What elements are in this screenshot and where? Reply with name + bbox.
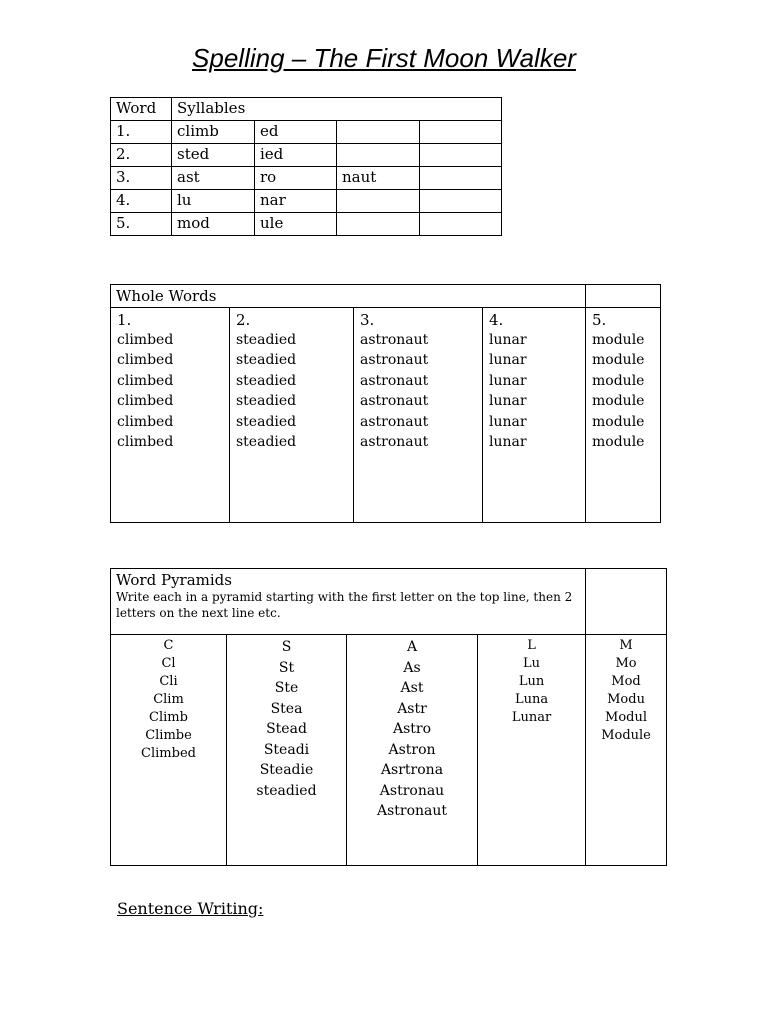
table-cell [337,121,420,144]
pyramid-line: Astronaut [376,803,448,819]
word-entry: lunar [489,332,527,348]
word-entry: module [592,372,645,389]
pyramid-column [111,635,227,866]
table-cell: ule [255,213,337,236]
table-row [111,98,502,121]
column-number: 5. [592,311,607,329]
pyramid-line: Lunar [511,710,552,725]
word-entry: steadied [236,352,297,369]
pyramid-line: Stead [266,721,307,737]
pyramids-instructions: Write each in a pyramid starting with the first letter on the top line, then 2 letters on the next line etc. [116,590,573,620]
word-column [111,308,230,523]
table-cell: naut [337,167,420,190]
pyramid-column [586,635,667,866]
table-cell [420,121,502,144]
table-cell [420,213,502,236]
pyramid-line: Ste [274,680,299,696]
word-entry: steadied [236,413,297,430]
word-entry: climbed [117,372,174,389]
table-cell: ied [255,144,337,167]
pyramid-line: As [403,659,421,676]
table-cell [337,213,420,236]
pyramid-line: Lun [518,674,545,689]
word-entry: module [592,332,645,348]
pyramid-line: Mo [615,656,637,671]
pyramid-line: Luna [514,692,549,707]
column-number: 4. [489,311,504,329]
pyramid-line: Modul [605,710,648,725]
pyramid-line: Climb [149,710,188,725]
table-row [111,190,502,213]
word-entry: module [592,393,645,410]
word-column [483,308,586,523]
word-entry: module [592,434,645,451]
table-cell: climb [172,121,255,144]
whole-words-header: Whole Words [111,285,586,308]
pyramid-line: Modu [607,692,645,707]
word-entry: climbed [117,393,174,410]
pyramids-header-cell [111,569,586,635]
syllables-header: Syllables [172,98,502,121]
table-cell: nar [255,190,337,213]
table-cell: ro [255,167,337,190]
table-cell [420,167,502,190]
table-cell [420,190,502,213]
table-cell: 1. [111,121,172,144]
pyramid-line: Steadi [263,741,310,758]
pyramid-column [347,635,478,866]
pyramid-line: Clim [153,692,184,707]
pyramid-line: Astronau [379,782,445,799]
word-entry: lunar [489,393,527,410]
table-row [111,121,502,144]
pyramid-line: Ast [400,680,424,696]
table-row [111,569,667,635]
table-cell: ed [255,121,337,144]
word-column [230,308,354,523]
pyramid-line: Stea [270,700,303,717]
pyramid-line: Mod [611,674,641,689]
word-column [354,308,483,523]
column-number: 1. [117,311,132,329]
column-number: 2. [236,311,251,329]
word-entry: lunar [489,413,527,430]
word-entry: lunar [489,372,527,389]
table-cell [420,144,502,167]
word-entry: lunar [489,434,527,451]
table-cell: 3. [111,167,172,190]
pyramid-line: C [163,638,174,653]
pyramid-line: Steadie [259,762,314,778]
word-column [586,308,661,523]
word-entry: astronaut [360,434,429,451]
pyramid-line: Climbed [141,746,196,761]
word-header: Word [111,98,172,121]
word-entry: steadied [236,372,297,389]
table-row [111,167,502,190]
word-entry: steadied [236,393,297,410]
pyramid-line: steadied [256,782,317,799]
word-entry: astronaut [360,393,429,410]
pyramid-line: Cl [161,656,176,671]
pyramid-line: M [619,638,633,653]
table-row [111,213,502,236]
word-entry: lunar [489,352,527,369]
table-row [111,635,667,866]
pyramid-column [227,635,347,866]
table-row [111,144,502,167]
table-cell: 2. [111,144,172,167]
column-number: 3. [360,311,375,329]
pyramid-line: Climbe [145,728,192,743]
word-entry: climbed [117,332,174,348]
word-entry: climbed [117,352,174,369]
pyramid-line: Astro [392,721,432,737]
word-pyramids-table [110,568,667,866]
pyramid-line: Asrtrona [380,762,444,778]
word-entry: steadied [236,332,297,348]
word-entry: astronaut [360,352,429,369]
pyramid-line: L [527,638,536,653]
pyramid-line: Lu [523,656,541,671]
word-entry: module [592,413,645,430]
pyramid-line: S [281,639,292,655]
syllables-table [110,97,502,236]
word-entry: astronaut [360,413,429,430]
pyramids-header: Word Pyramids [116,571,232,589]
word-entry: astronaut [360,372,429,389]
table-cell: mod [172,213,255,236]
pyramid-line: St [278,659,295,676]
pyramid-line: Module [601,728,651,743]
table-cell: lu [172,190,255,213]
table-cell [586,285,661,308]
table-cell [337,144,420,167]
word-entry: astronaut [360,332,429,348]
whole-words-table [110,284,661,523]
pyramid-line: A [406,639,418,655]
word-entry: climbed [117,413,174,430]
table-row [111,308,661,523]
table-cell: sted [172,144,255,167]
table-row [111,285,661,308]
table-cell [337,190,420,213]
pyramid-line: Cli [159,674,178,689]
word-entry: climbed [117,434,174,451]
word-entry: module [592,352,645,369]
pyramid-line: Astron [388,741,436,758]
table-cell: 4. [111,190,172,213]
word-entry: steadied [236,434,297,451]
table-cell [586,569,667,635]
sentence-writing-heading: Sentence Writing: [117,899,264,918]
table-cell: 5. [111,213,172,236]
page-title: Spelling – The First Moon Walker [192,43,576,73]
pyramid-column [478,635,586,866]
pyramid-line: Astr [397,700,427,717]
table-cell: ast [172,167,255,190]
